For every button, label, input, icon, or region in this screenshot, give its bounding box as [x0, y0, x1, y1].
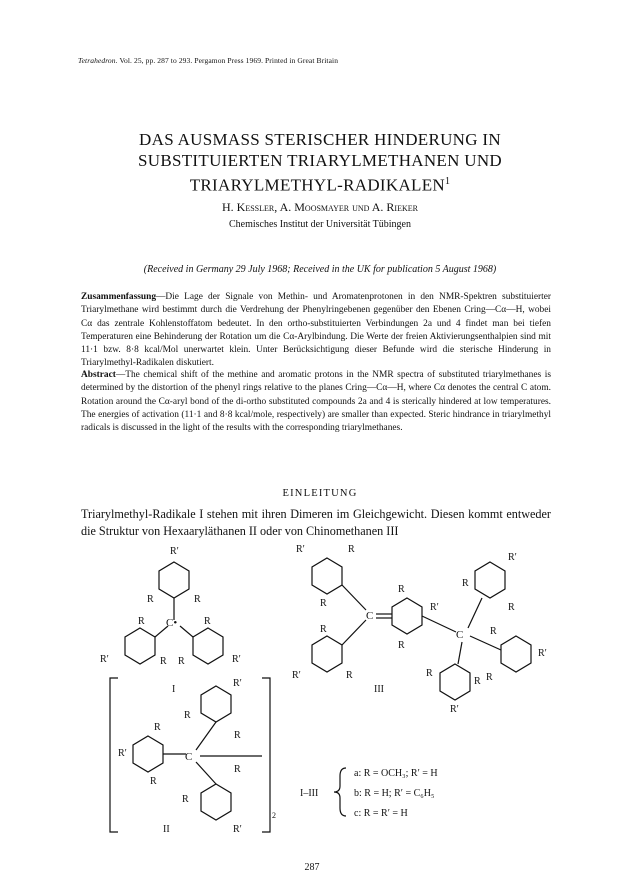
page-number: 287 [304, 862, 320, 873]
substituent-b: b: R = H; R′ = C₆H₅ [354, 788, 435, 799]
authors: H. Kessler, A. Moosmayer und A. Rieker [222, 200, 418, 214]
abstract-text: —The chemical shift of the methine and aromatic protons in the NMR spectra of substituted triarylmethanes is determined by the distortion of the phenyl rings relative to the planes Cring—Cα—H, where Cα denotes the central C atom. Rotation around the Cα-aryl bond of the di-ortho substituted compounds 2a and 4 is sterically hindered at low temperatures. The energies of activation (11·1 and 8·8 kcal/mole, respectively) are smaller than expected. Steric hindrance in triarylmethyl radicals is discussed in the light of the results with the corresponding triarylmethanes. [81, 370, 551, 434]
label-II-r-top: R [184, 710, 191, 721]
ring-III-bottom-left [312, 636, 342, 672]
label-I-r2: R [194, 594, 201, 605]
label-III-r-tr: R [462, 578, 469, 589]
label-III-central-left: C [366, 610, 374, 622]
label-I-r3: R [138, 616, 145, 627]
title-footnote-mark: 1 [444, 176, 451, 187]
label-II-r-bottom-right: R [234, 764, 241, 775]
abstract-paragraph [81, 369, 551, 435]
label-III-r-l2: R [320, 624, 327, 635]
label-I: I [172, 684, 176, 695]
label-III-r-bl: R [346, 670, 353, 681]
label-III-r-l1: R [320, 598, 327, 609]
label-II-rprime-bottom: R′ [233, 824, 242, 835]
substituent-a: a: R = OCH₃; R′ = H [354, 768, 438, 779]
substituent-c: c: R = R′ = H [354, 808, 408, 819]
zusammenfassung-text: —Die Lage der Signale von Methin- und Aromatenprotonen in den NMR-Spektren substituierter Triarylmethane wird bestimmt durch die Verdrehung der Phenylringebenen gegenüber den Ebenen Cring—Cα—H, wobei Cα das zentrale Kohlenstoffatom bedeutet. In den ortho-substituierten Verbindungen 2a und 4 findet man bei tiefen Temperaturen eine Behinderung der Rotation um die Cα-Arylbindung. Die Werte der freien Aktivierungsenthalpien sind mit 11·1 bzw. 8·8 kcal/Mol unerwartet klein. Unter Berücksichtigung dieser Befunde wird die sterische Hinderung in Triarylmethyl-Radikalen diskutiert. [81, 292, 551, 369]
ring-II-left [133, 736, 163, 772]
label-II-rprime-left: R′ [118, 748, 127, 759]
zusammenfassung-paragraph [81, 291, 551, 371]
label-III-rprime-tr: R′ [508, 552, 517, 563]
structure-III [312, 558, 531, 700]
title-line-1: DAS AUSMASS STERISCHER HINDERUNG IN [139, 130, 501, 149]
label-II-rprime-top: R′ [233, 678, 242, 689]
label-I-rprime-left: R′ [100, 654, 109, 665]
label-II-r-left-bottom: R [150, 776, 157, 787]
chemical-structures-figure [0, 540, 624, 860]
label-I-r5: R [160, 656, 167, 667]
figure-labels [100, 544, 547, 835]
label-III-r-tl: R [348, 544, 355, 555]
label-III-rprime-right: R′ [538, 648, 547, 659]
label-II-r-bottom: R [182, 794, 189, 805]
bracket-left [110, 678, 118, 832]
label-III-rprime-q: R′ [430, 602, 439, 613]
label-III-central-right: C [456, 629, 464, 641]
section-heading: EINLEITUNG [282, 488, 358, 499]
label-III: III [374, 684, 384, 695]
ring-III-right [501, 636, 531, 672]
label-II-central: C [185, 751, 193, 763]
intro-paragraph: Triarylmethyl-Radikale I stehen mit ihren Dimeren im Gleichgewicht. Diesen kommt entweder die Struktur von Hexaaryläthanen II oder von Chinomethanen III [81, 507, 551, 538]
zusammenfassung-label: Zusammenfassung [81, 292, 157, 302]
title-line-2: SUBSTITUIERTEN TRIARYLMETHANEN UND [138, 151, 502, 170]
label-III-r-q2: R [398, 640, 405, 651]
structure-I [125, 562, 223, 664]
label-I-r6: R [178, 656, 185, 667]
label-II-r-left-top: R [154, 722, 161, 733]
label-bracket-sub: 2 [272, 811, 276, 820]
label-III-r-b1: R [426, 668, 433, 679]
label-III-rprime-bl: R′ [292, 670, 301, 681]
title-line-3-text: TRIARYLMETHYL-RADIKALEN [189, 175, 445, 195]
label-I-r4: R [204, 616, 211, 627]
ring-I-top [159, 562, 189, 598]
ring-III-bottom [440, 664, 470, 700]
label-I-rprime-right: R′ [232, 654, 241, 665]
journal-name: Tetrahedron. [78, 56, 118, 65]
journal-citation: Vol. 25, pp. 287 to 293. Pergamon Press 1969. Printed in Great Britain [119, 56, 339, 65]
label-II-r-top-right: R [234, 730, 241, 741]
label-III-rprime-bottom: R′ [450, 704, 459, 715]
label-I-central: C• [166, 617, 178, 629]
ring-II-top [201, 686, 231, 722]
ring-I-right [193, 628, 223, 664]
ring-II-bottom [201, 784, 231, 820]
journal-header [78, 56, 338, 65]
label-I-rprime-top: R′ [170, 546, 179, 557]
bracket-right [262, 678, 270, 832]
label-III-rprime-tl: R′ [296, 544, 305, 555]
ring-III-top-right [475, 562, 505, 598]
quinoid-ring [392, 598, 422, 634]
title-line-3 [60, 172, 580, 196]
label-III-r-tr2: R [508, 602, 515, 613]
structure-II [133, 686, 262, 820]
abstract-label: Abstract [81, 370, 116, 380]
label-I-r1: R [147, 594, 154, 605]
label-III-r-b2: R [474, 676, 481, 687]
substituent-brace [334, 768, 346, 816]
label-III-r-right2: R [486, 672, 493, 683]
institution: Chemisches Institut der Universität Tübingen [228, 219, 411, 230]
ring-I-left [125, 628, 155, 664]
label-III-r-right1: R [490, 626, 497, 637]
label-II: II [163, 824, 170, 835]
ring-III-top-left [312, 558, 342, 594]
label-range: I–III [300, 788, 319, 799]
label-III-r-q1: R [398, 584, 405, 595]
received-dates: (Received in Germany 29 July 1968; Received in the UK for publication 5 August 1968) [143, 264, 497, 275]
